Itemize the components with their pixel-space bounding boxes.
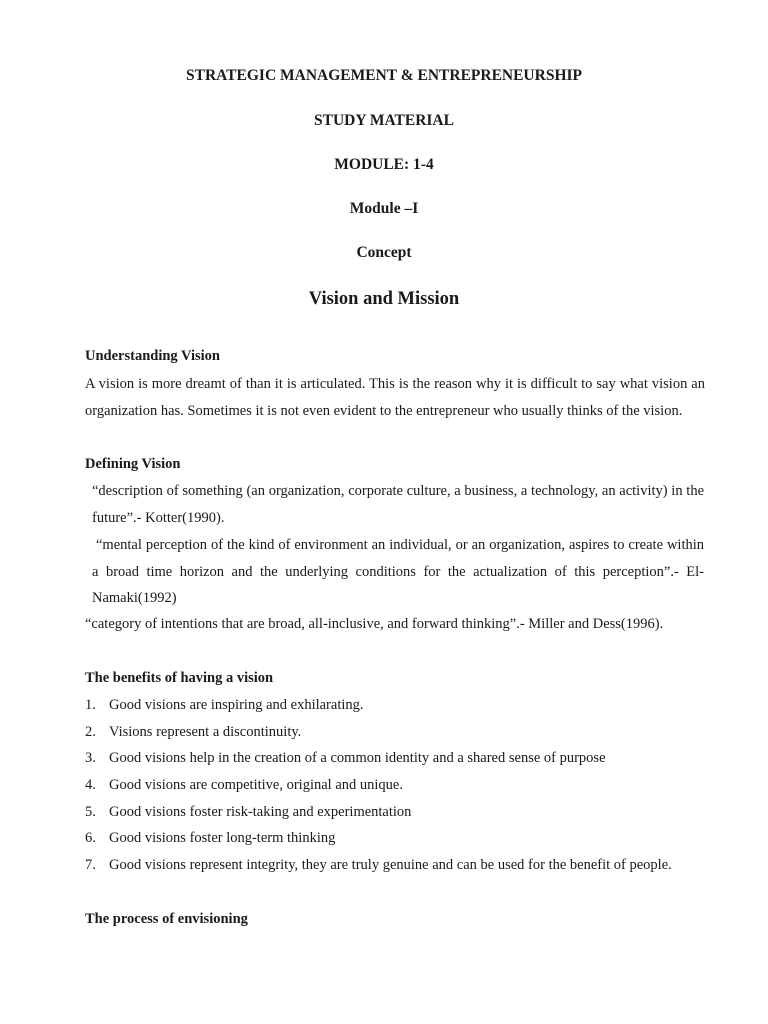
list-item-number: 3. xyxy=(85,750,96,767)
understanding-vision-heading: Understanding Vision xyxy=(85,348,220,364)
list-item xyxy=(85,719,725,746)
definition-quote-elnamaki xyxy=(92,532,704,612)
list-item-number: 2. xyxy=(85,723,96,740)
list-item xyxy=(85,772,725,799)
list-item-number: 1. xyxy=(85,697,96,713)
material-title: STUDY MATERIAL xyxy=(314,112,454,129)
list-item xyxy=(85,692,725,719)
list-item-text: Good visions are competitive, original and unique. xyxy=(109,777,403,794)
module-number: Module –I xyxy=(349,200,419,217)
list-item xyxy=(85,745,725,772)
definition-quote-text: “mental perception of the kind of environment an individual, or an organization, aspires to create within a broad time horizon and the underlying conditions for the actualization of this perception”.- El-Namaki(1992) xyxy=(92,537,704,606)
list-item-text: Good visions are inspiring and exhilarating. xyxy=(109,697,364,713)
course-title: STRATEGIC MANAGEMENT & ENTREPRENEURSHIP xyxy=(185,67,582,84)
list-item-text: Good visions foster long-term thinking xyxy=(109,830,336,847)
list-item-text: Good visions foster risk-taking and experimentation xyxy=(109,803,412,820)
list-item xyxy=(85,799,725,826)
list-item xyxy=(85,825,725,852)
definition-quote-text: “description of something (an organization, corporate culture, a business, a technology, an activity) in the future”.- Kotter(1990). xyxy=(92,483,704,526)
list-item-number: 7. xyxy=(85,857,96,874)
list-item-number: 5. xyxy=(85,803,96,820)
list-item xyxy=(85,852,725,879)
defining-vision-heading: Defining Vision xyxy=(85,456,181,472)
list-item-text: Good visions represent integrity, they are truly genuine and can be used for the benefit of people. xyxy=(109,857,672,874)
benefits-list xyxy=(85,692,725,879)
understanding-vision-paragraph: A vision is more dreamt of than it is articulated. This is the reason why it is difficult to say what vision an organization has. Sometimes it is not even evident to the entrepreneur who usually thinks of the vision. xyxy=(85,376,705,419)
definition-quote-kotter xyxy=(88,478,704,531)
benefits-heading: The benefits of having a vision xyxy=(85,670,274,686)
list-item-number: 4. xyxy=(85,777,96,794)
list-item-text: Good visions help in the creation of a common identity and a shared sense of purpose xyxy=(109,750,606,767)
topic-title: Vision and Mission xyxy=(308,289,460,309)
modules-title: MODULE: 1-4 xyxy=(334,156,434,173)
process-heading: The process of envisioning xyxy=(85,911,248,927)
section-title: Concept xyxy=(356,244,412,261)
list-item-text: Visions represent a discontinuity. xyxy=(109,723,302,740)
list-item-number: 6. xyxy=(85,830,96,847)
definition-quote-miller-dess: “category of intentions that are broad, all-inclusive, and forward thinking”.- Miller and Dess(1996). xyxy=(85,616,664,632)
